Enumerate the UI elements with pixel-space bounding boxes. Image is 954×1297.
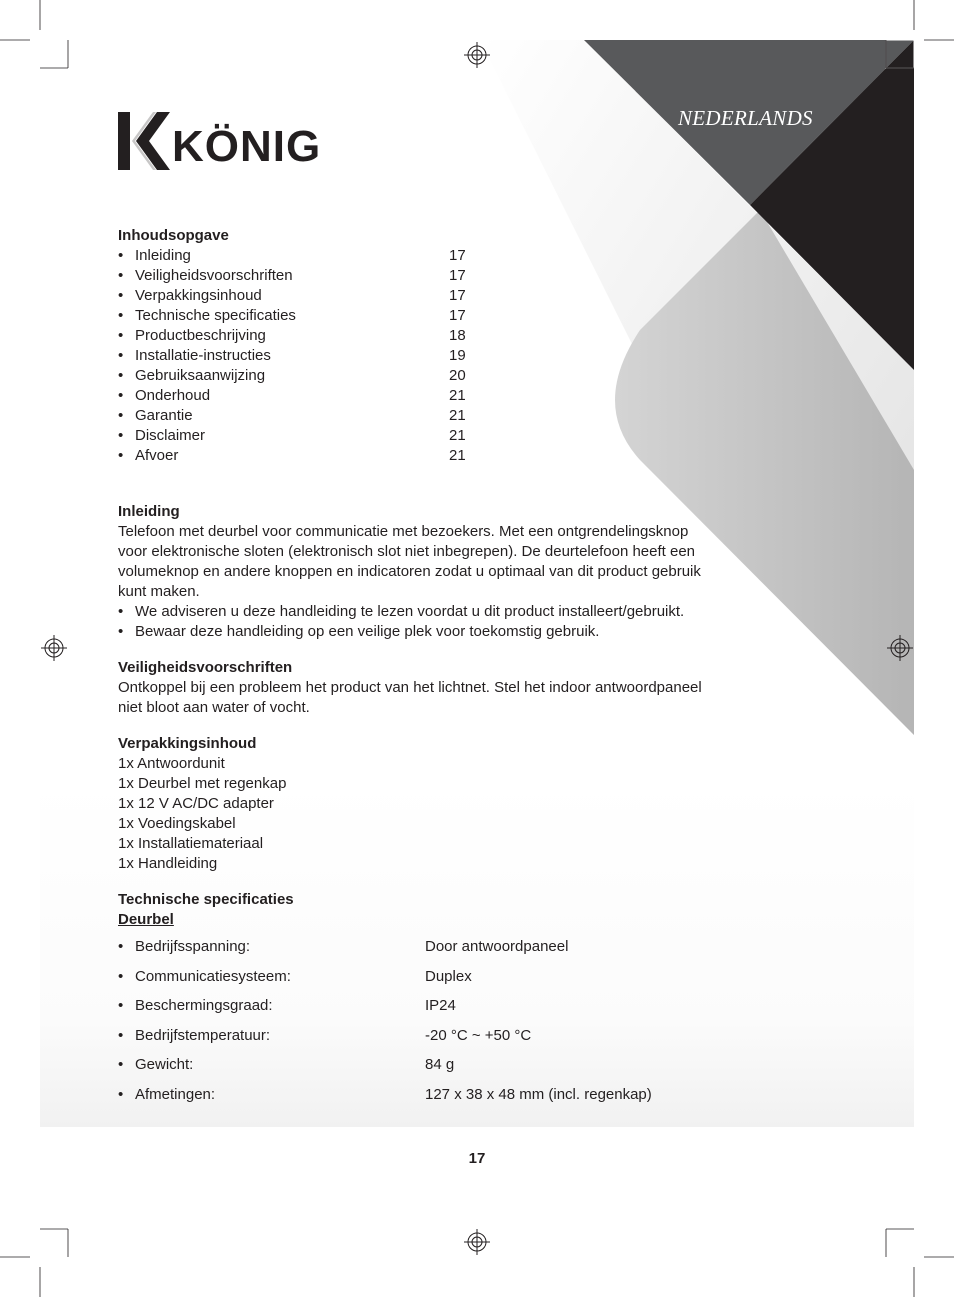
bullet-dot: •	[118, 327, 124, 344]
spec-value: 84 g	[425, 1056, 455, 1073]
bullet-dot: •	[118, 407, 124, 424]
intro-bullets	[118, 602, 758, 642]
toc-item	[118, 446, 758, 466]
spec-label: Bedrijfsspanning:	[135, 938, 251, 955]
toc-item-page: 21	[449, 447, 466, 464]
toc-item-label: Productbeschrijving	[135, 327, 266, 344]
safety-text	[118, 678, 758, 718]
bullet-dot: •	[118, 287, 124, 304]
spec-list	[118, 937, 758, 1114]
spec-label: Communicatiesysteem:	[135, 967, 291, 985]
toc-item-page: 17	[449, 247, 466, 264]
spec-row	[118, 1026, 758, 1056]
bullet-dot: •	[118, 938, 124, 955]
intro-line: Telefoon met deurbel voor communicatie met bezoekers. Met een ontgrendelingsknop	[118, 523, 689, 540]
language-label: NEDERLANDS	[678, 106, 813, 130]
toc-title: Inhoudsopgave	[118, 227, 229, 244]
safety-line: niet bloot aan water of vocht.	[118, 699, 310, 716]
package-list	[118, 754, 758, 874]
package-item: 1x Voedingskabel	[118, 815, 236, 832]
package-title: Verpakkingsinhoud	[118, 735, 257, 752]
intro-bullet	[118, 622, 758, 642]
bullet-dot: •	[118, 603, 124, 620]
spec-value: Duplex	[425, 967, 472, 985]
toc-item	[118, 406, 758, 426]
toc-item-label: Veiligheidsvoorschriften	[135, 267, 293, 284]
spec-value: -20 °C ~ +50 °C	[425, 1026, 532, 1044]
spec-label: Bedrijfstemperatuur:	[135, 1026, 271, 1044]
bullet-dot: •	[118, 1056, 124, 1073]
document-body	[118, 226, 758, 1114]
intro-bullet	[118, 602, 758, 622]
intro-line: kunt maken.	[118, 583, 200, 600]
package-item: 1x Deurbel met regenkap	[118, 775, 287, 792]
toc-item-label: Garantie	[135, 407, 193, 424]
intro-bullet-text: Bewaar deze handleiding op een veilige plek voor toekomstig gebruik.	[135, 623, 600, 640]
bullet-dot: •	[118, 997, 124, 1014]
bullet-dot: •	[118, 1026, 124, 1044]
brand-name: KÖNIG	[172, 122, 322, 171]
toc-item-page: 17	[449, 267, 466, 284]
bullet-dot: •	[118, 367, 124, 384]
toc-item-label: Afvoer	[135, 447, 179, 464]
toc-item-label: Technische specificaties	[135, 307, 296, 324]
bullet-dot: •	[118, 307, 124, 324]
spec-row	[118, 967, 758, 997]
intro-title: Inleiding	[118, 503, 180, 520]
safety-title: Veiligheidsvoorschriften	[118, 659, 293, 676]
bullet-dot: •	[118, 247, 124, 264]
spec-row	[118, 1085, 758, 1115]
toc-item-label: Inleiding	[135, 247, 191, 264]
intro-line: voor elektronische sloten (elektronisch slot niet inbegrepen). De deurtelefoon heeft een	[118, 543, 696, 560]
package-item: 1x 12 V AC/DC adapter	[118, 795, 274, 812]
spec-row	[118, 937, 758, 967]
intro-line: volumeknop en andere knoppen en indicatoren zodat u optimaal van dit product gebruik	[118, 563, 701, 580]
toc-item-page: 21	[449, 427, 466, 444]
spec-row	[118, 996, 758, 1026]
spec-value: IP24	[425, 997, 456, 1014]
toc-item	[118, 346, 758, 366]
page-number: 17	[468, 1150, 486, 1167]
toc-item	[118, 266, 758, 286]
toc-item-page: 19	[449, 347, 466, 364]
bullet-dot: •	[118, 267, 124, 284]
toc-item	[118, 426, 758, 446]
toc-item	[118, 246, 758, 266]
toc-item-page: 17	[449, 307, 466, 324]
bullet-dot: •	[118, 1085, 124, 1103]
toc-item-page: 21	[449, 387, 466, 404]
bullet-dot: •	[118, 623, 124, 640]
intro-text	[118, 522, 758, 602]
spec-row	[118, 1055, 758, 1085]
toc-item-label: Gebruiksaanwijzing	[135, 367, 266, 384]
toc-item	[118, 306, 758, 326]
spec-label: Afmetingen:	[135, 1085, 216, 1103]
safety-line: Ontkoppel bij een probleem het product van het lichtnet. Stel het indoor antwoordpaneel	[118, 679, 702, 696]
specs-subtitle: Deurbel	[118, 911, 174, 928]
toc-item-label: Verpakkingsinhoud	[135, 287, 262, 304]
toc-item-page: 18	[449, 327, 466, 344]
toc-item-page: 17	[449, 287, 466, 304]
package-item: 1x Antwoordunit	[118, 755, 225, 772]
spec-label: Beschermingsgraad:	[135, 997, 273, 1014]
toc-item	[118, 326, 758, 346]
bullet-dot: •	[118, 387, 124, 404]
toc-item-page: 21	[449, 407, 466, 424]
toc-item	[118, 286, 758, 306]
toc-item	[118, 366, 758, 386]
bullet-dot: •	[118, 967, 124, 985]
specs-title: Technische specificaties	[118, 891, 294, 908]
toc-item-label: Installatie-instructies	[135, 347, 271, 364]
toc-item-page: 20	[449, 367, 466, 384]
package-item: 1x Handleiding	[118, 855, 218, 872]
brand-logo	[118, 112, 348, 179]
bullet-dot: •	[118, 427, 124, 444]
intro-bullet-text: We adviseren u deze handleiding te lezen voordat u dit product installeert/gebruikt.	[135, 603, 685, 620]
bullet-dot: •	[118, 447, 124, 464]
spec-label: Gewicht:	[135, 1056, 194, 1073]
bullet-dot: •	[118, 347, 124, 364]
spec-value: Door antwoordpaneel	[425, 938, 569, 955]
toc-item	[118, 386, 758, 406]
toc-list	[118, 246, 758, 466]
spec-value: 127 x 38 x 48 mm (incl. regenkap)	[425, 1085, 652, 1103]
package-item: 1x Installatiemateriaal	[118, 835, 264, 852]
toc-item-label: Disclaimer	[135, 427, 206, 444]
toc-item-label: Onderhoud	[135, 387, 211, 404]
